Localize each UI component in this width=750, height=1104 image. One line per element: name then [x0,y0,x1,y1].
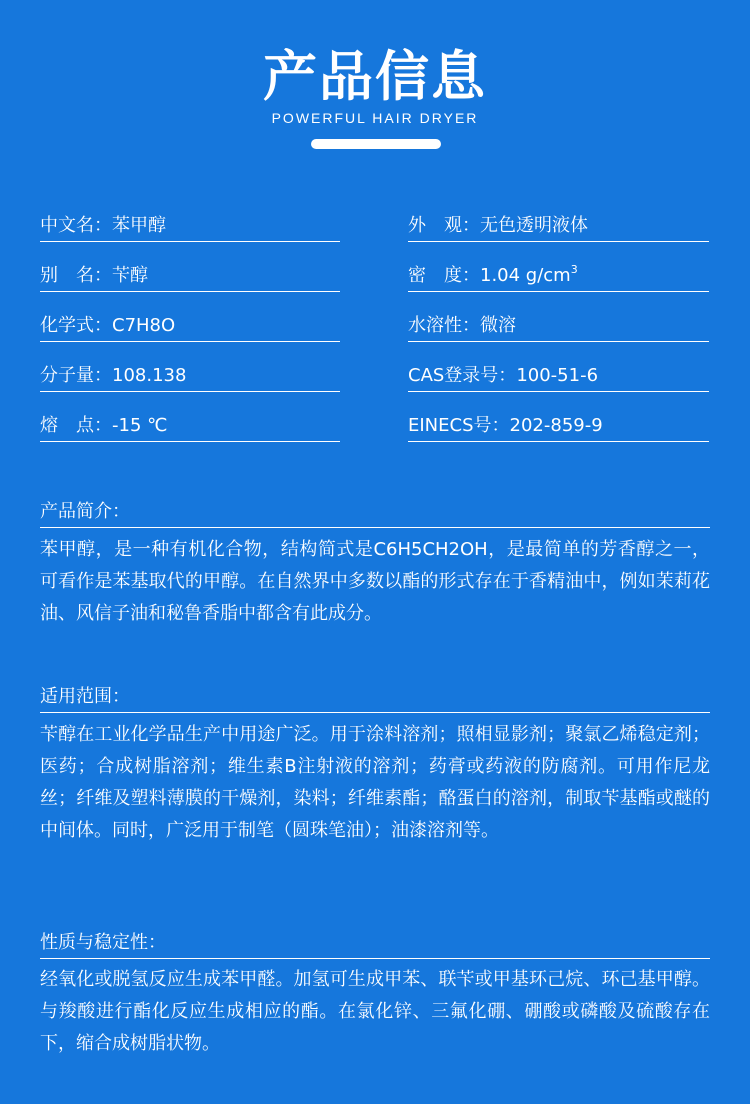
spec-label: 外 观： [408,215,480,236]
spec-value: 无色透明液体 [480,215,588,236]
spec-appearance [408,211,709,242]
spec-label: 水溶性： [408,315,480,336]
spec-value: 202-859-9 [509,415,603,436]
spec-molecular-weight [40,361,340,392]
spec-value: 108.138 [112,365,187,386]
spec-label: 熔 点： [40,415,112,436]
section-body-intro: 苯甲醇，是一种有机化合物，结构简式是C6H5CH2OH，是最简单的芳香醇之一，可看作是苯基取代的甲醇。在自然界中多数以酯的形式存在于香精油中，例如茉莉花油、风信子油和秘鲁香脂中都含有此成分。 [40,539,710,624]
spec-cas [408,361,709,392]
spec-melting-point [40,411,340,442]
spec-label: CAS登录号： [408,365,517,386]
section-heading-applications: 适用范围： [40,682,710,713]
spec-einecs [408,411,709,442]
page-subtitle: POWERFUL HAIR DRYER [271,110,479,126]
spec-formula [40,311,340,342]
title-underline-bar [311,139,441,149]
section-body-properties: 经氧化或脱氢反应生成苯甲醛。加氢可生成甲苯、联苄或甲基环己烷、环己基甲醇。与羧酸进行酯化反应生成相应的酯。在氯化锌、三氟化硼、硼酸或磷酸及硫酸存在下，缩合成树脂状物。 [40,969,710,1054]
spec-value: 100-51-6 [516,365,599,386]
spec-solubility [408,311,709,342]
spec-value: C7H8O [112,315,176,336]
spec-superscript: 3 [570,263,578,276]
spec-label: 中文名： [40,215,112,236]
spec-value: 苄醇 [112,265,148,286]
spec-value: 1.04 g/cm [480,265,571,286]
section-body-applications: 苄醇在工业化学品生产中用途广泛。用于涂料溶剂；照相显影剂；聚氯乙烯稳定剂；医药；合成树脂溶剂；维生素B注射液的溶剂；药膏或药液的防腐剂。可用作尼龙丝；纤维及塑料薄膜的干燥剂，染料；纤维素酯；酪蛋白的溶剂，制取苄基酯或醚的中间体。同时，广泛用于制笔（圆珠笔油）；油漆溶剂等。 [40,724,710,841]
spec-alias [40,261,340,292]
spec-chinese-name [40,211,340,242]
spec-value: 苯甲醇 [112,215,166,236]
spec-value: -15 ℃ [112,415,168,436]
section-heading-intro: 产品简介： [40,497,710,528]
page-title: 产品信息 [263,45,487,108]
section-heading-properties: 性质与稳定性： [40,928,710,959]
spec-label: 分子量： [40,365,112,386]
spec-value: 微溶 [480,315,516,336]
spec-density [408,261,709,292]
spec-label: 化学式： [40,315,112,336]
spec-label: EINECS号： [408,415,510,436]
spec-label: 别 名： [40,265,112,286]
spec-label: 密 度： [408,265,480,286]
